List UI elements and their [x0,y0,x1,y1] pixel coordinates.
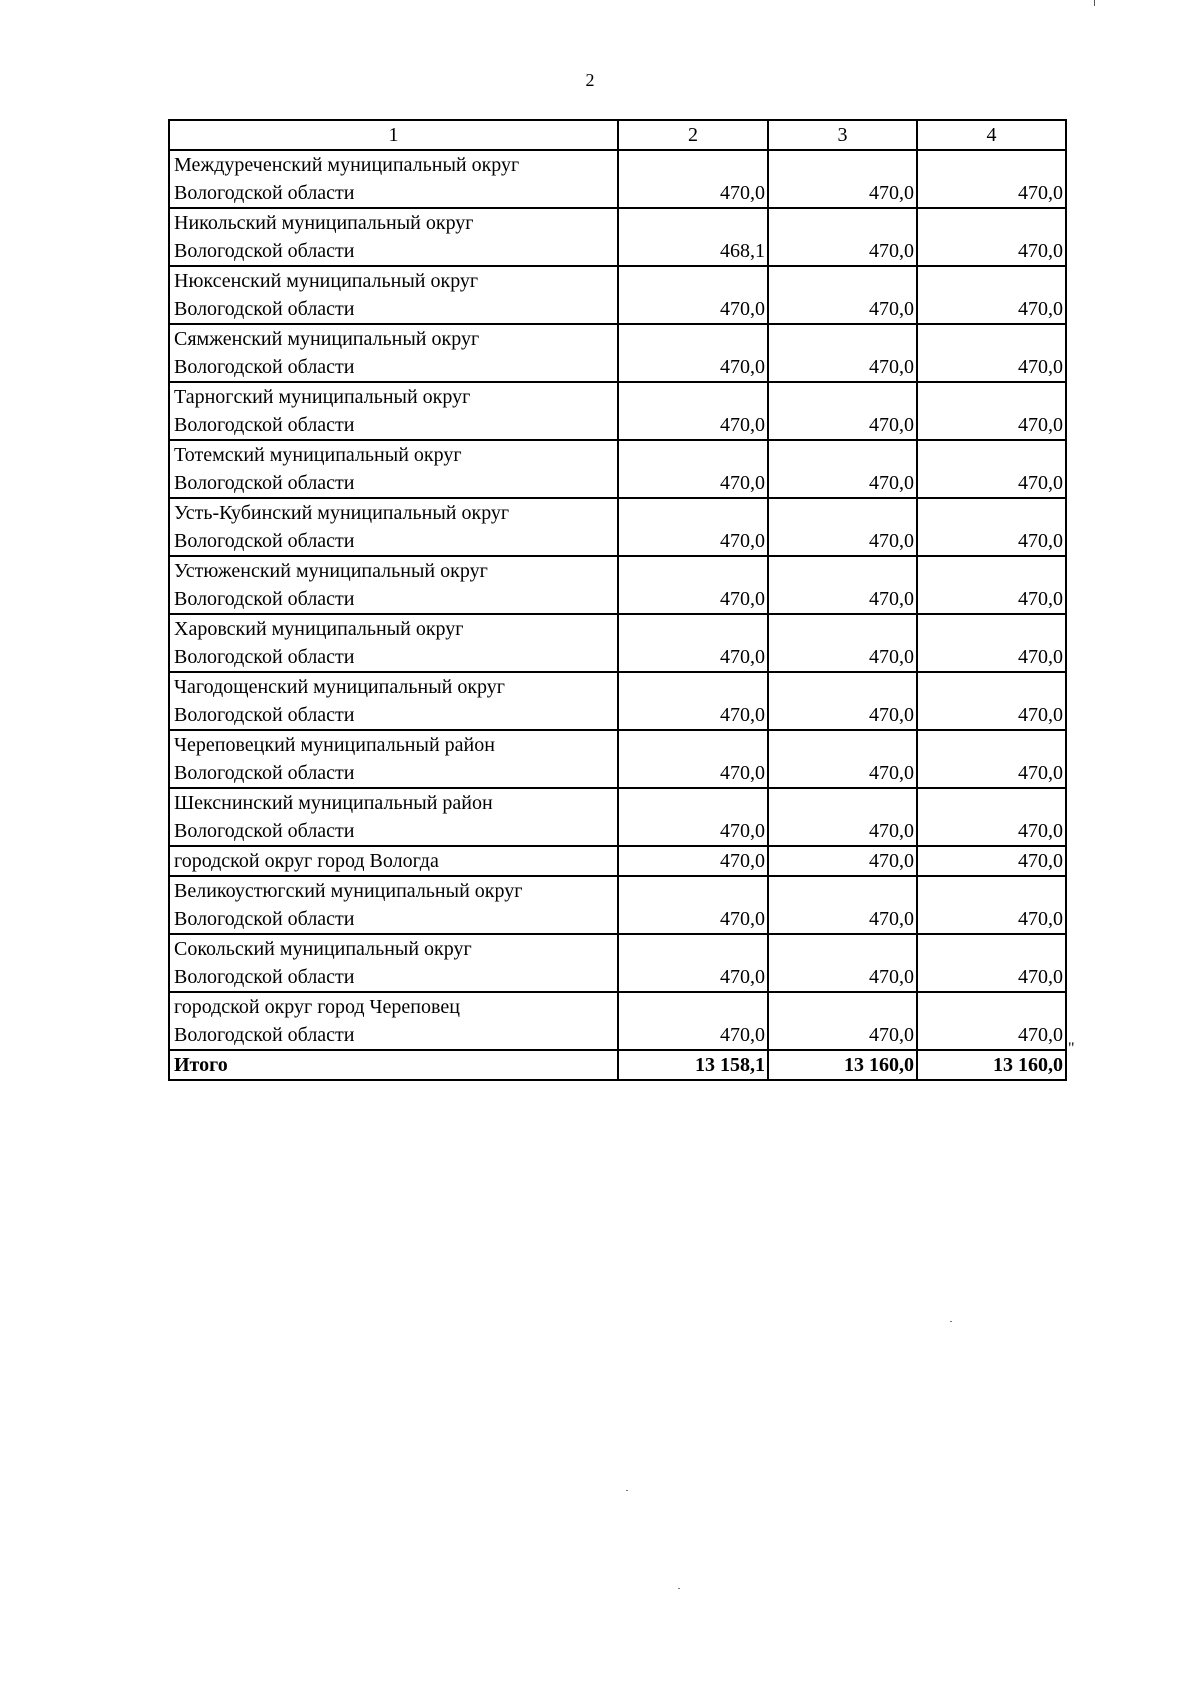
value-col3: 470,0 [768,266,917,324]
municipality-name-line: Харовский муниципальный округ [174,618,464,640]
value-col2: 470,0 [618,614,768,672]
table-row [169,614,1066,672]
value-col4: 470,0 [917,440,1066,498]
municipality-name-line: Вологодской области [174,704,355,726]
value-col3: 470,0 [768,556,917,614]
value-col3: 470,0 [768,992,917,1050]
value-col4: 470,0 [917,992,1066,1050]
total-row [169,1050,1066,1080]
municipality-name-line: Вологодской области [174,472,355,494]
value-col4: 470,0 [917,324,1066,382]
municipality-name-line: Усть-Кубинский муниципальный округ [174,502,510,524]
table-header-row [169,120,1066,150]
scan-speck [626,1490,628,1491]
municipality-name [169,876,618,934]
municipality-name [169,556,618,614]
municipality-name-line: Вологодской области [174,966,355,988]
closing-quote-mark: " [1068,1040,1075,1057]
municipality-name-line: Шекснинский муниципальный район [174,792,493,814]
table-row [169,382,1066,440]
municipality-name [169,324,618,382]
table-row [169,498,1066,556]
total-label: Итого [169,1050,618,1080]
table-row [169,992,1066,1050]
municipality-name-line: Вологодской области [174,530,355,552]
value-col3: 470,0 [768,440,917,498]
scan-speck [678,1588,680,1589]
value-col2: 470,0 [618,672,768,730]
value-col4: 470,0 [917,730,1066,788]
value-col4: 470,0 [917,788,1066,846]
value-col4: 470,0 [917,382,1066,440]
value-col2: 470,0 [618,992,768,1050]
value-col4: 470,0 [917,672,1066,730]
value-col2: 470,0 [618,498,768,556]
value-col2: 468,1 [618,208,768,266]
municipality-name-line: Междуреченский муниципальный округ [174,154,520,176]
table-row [169,788,1066,846]
table-row [169,150,1066,208]
municipality-name [169,208,618,266]
municipality-name [169,440,618,498]
column-header-1: 1 [169,120,618,150]
municipality-name [169,266,618,324]
table-row [169,556,1066,614]
value-col3: 470,0 [768,672,917,730]
table-row [169,876,1066,934]
municipality-name-line: Вологодской области [174,820,355,842]
value-col4: 470,0 [917,556,1066,614]
total-value-col4: 13 160,0 [917,1050,1066,1080]
page-number: 2 [585,70,595,90]
municipality-name-line: Вологодской области [174,762,355,784]
municipality-name-line: Вологодской области [174,240,355,262]
municipality-name-line: Устюженский муниципальный округ [174,560,488,582]
value-col2: 470,0 [618,150,768,208]
value-col3: 470,0 [768,730,917,788]
allocation-table [168,119,1067,1081]
municipality-name-line: Вологодской области [174,908,355,930]
value-col3: 470,0 [768,788,917,846]
value-col3: 470,0 [768,934,917,992]
table-row [169,730,1066,788]
municipality-name-line: Вологодской области [174,298,355,320]
value-col4: 470,0 [917,876,1066,934]
column-header-2: 2 [618,120,768,150]
value-col2: 470,0 [618,934,768,992]
municipality-name [169,150,618,208]
value-col3: 470,0 [768,208,917,266]
value-col3: 470,0 [768,846,917,876]
value-col4: 470,0 [917,208,1066,266]
municipality-name-line: Великоустюгский муниципальный округ [174,880,523,902]
municipality-name-line: Вологодской области [174,414,355,436]
municipality-name [169,788,618,846]
table-row [169,266,1066,324]
value-col3: 470,0 [768,324,917,382]
municipality-name [169,992,618,1050]
municipality-name [169,498,618,556]
total-value-col3: 13 160,0 [768,1050,917,1080]
value-col2: 470,0 [618,556,768,614]
municipality-name-line: Вологодской области [174,356,355,378]
municipality-name-line: городской округ город Вологда [174,850,439,872]
municipality-name-line: Чагодощенский муниципальный округ [174,676,505,698]
table-row [169,324,1066,382]
value-col3: 470,0 [768,382,917,440]
column-header-4: 4 [917,120,1066,150]
municipality-name [169,846,618,876]
municipality-name-line: Сямженский муниципальный округ [174,328,480,350]
table-row [169,934,1066,992]
municipality-name [169,934,618,992]
value-col4: 470,0 [917,266,1066,324]
value-col4: 470,0 [917,498,1066,556]
value-col3: 470,0 [768,150,917,208]
value-col3: 470,0 [768,614,917,672]
table-row [169,846,1066,876]
municipality-name-line: Череповецкий муниципальный район [174,734,495,756]
municipality-name-line: Тотемский муниципальный округ [174,444,462,466]
value-col2: 470,0 [618,266,768,324]
table-body [169,150,1066,1050]
table-row [169,440,1066,498]
value-col2: 470,0 [618,730,768,788]
municipality-name [169,382,618,440]
value-col2: 470,0 [618,876,768,934]
municipality-name [169,730,618,788]
municipality-name-line: Вологодской области [174,182,355,204]
value-col2: 470,0 [618,440,768,498]
municipality-name-line: Тарногский муниципальный округ [174,386,471,408]
value-col4: 470,0 [917,934,1066,992]
municipality-name [169,672,618,730]
value-col4: 470,0 [917,150,1066,208]
municipality-name-line: Нюксенский муниципальный округ [174,270,479,292]
value-col2: 470,0 [618,382,768,440]
municipality-name-line: Вологодской области [174,588,355,610]
municipality-name-line: Вологодской области [174,1024,355,1046]
value-col4: 470,0 [917,614,1066,672]
municipality-name-line: Сокольский муниципальный округ [174,938,472,960]
total-value-col2: 13 158,1 [618,1050,768,1080]
value-col2: 470,0 [618,324,768,382]
scan-speck [950,1321,952,1322]
value-col3: 470,0 [768,498,917,556]
column-header-3: 3 [768,120,917,150]
municipality-name [169,614,618,672]
municipality-name-line: Никольский муниципальный округ [174,212,474,234]
value-col2: 470,0 [618,846,768,876]
table-row [169,672,1066,730]
value-col2: 470,0 [618,788,768,846]
value-col4: 470,0 [917,846,1066,876]
municipality-name-line: городской округ город Череповец [174,996,460,1018]
table-row [169,208,1066,266]
scan-edge-mark [1094,0,1095,6]
value-col3: 470,0 [768,876,917,934]
municipality-name-line: Вологодской области [174,646,355,668]
